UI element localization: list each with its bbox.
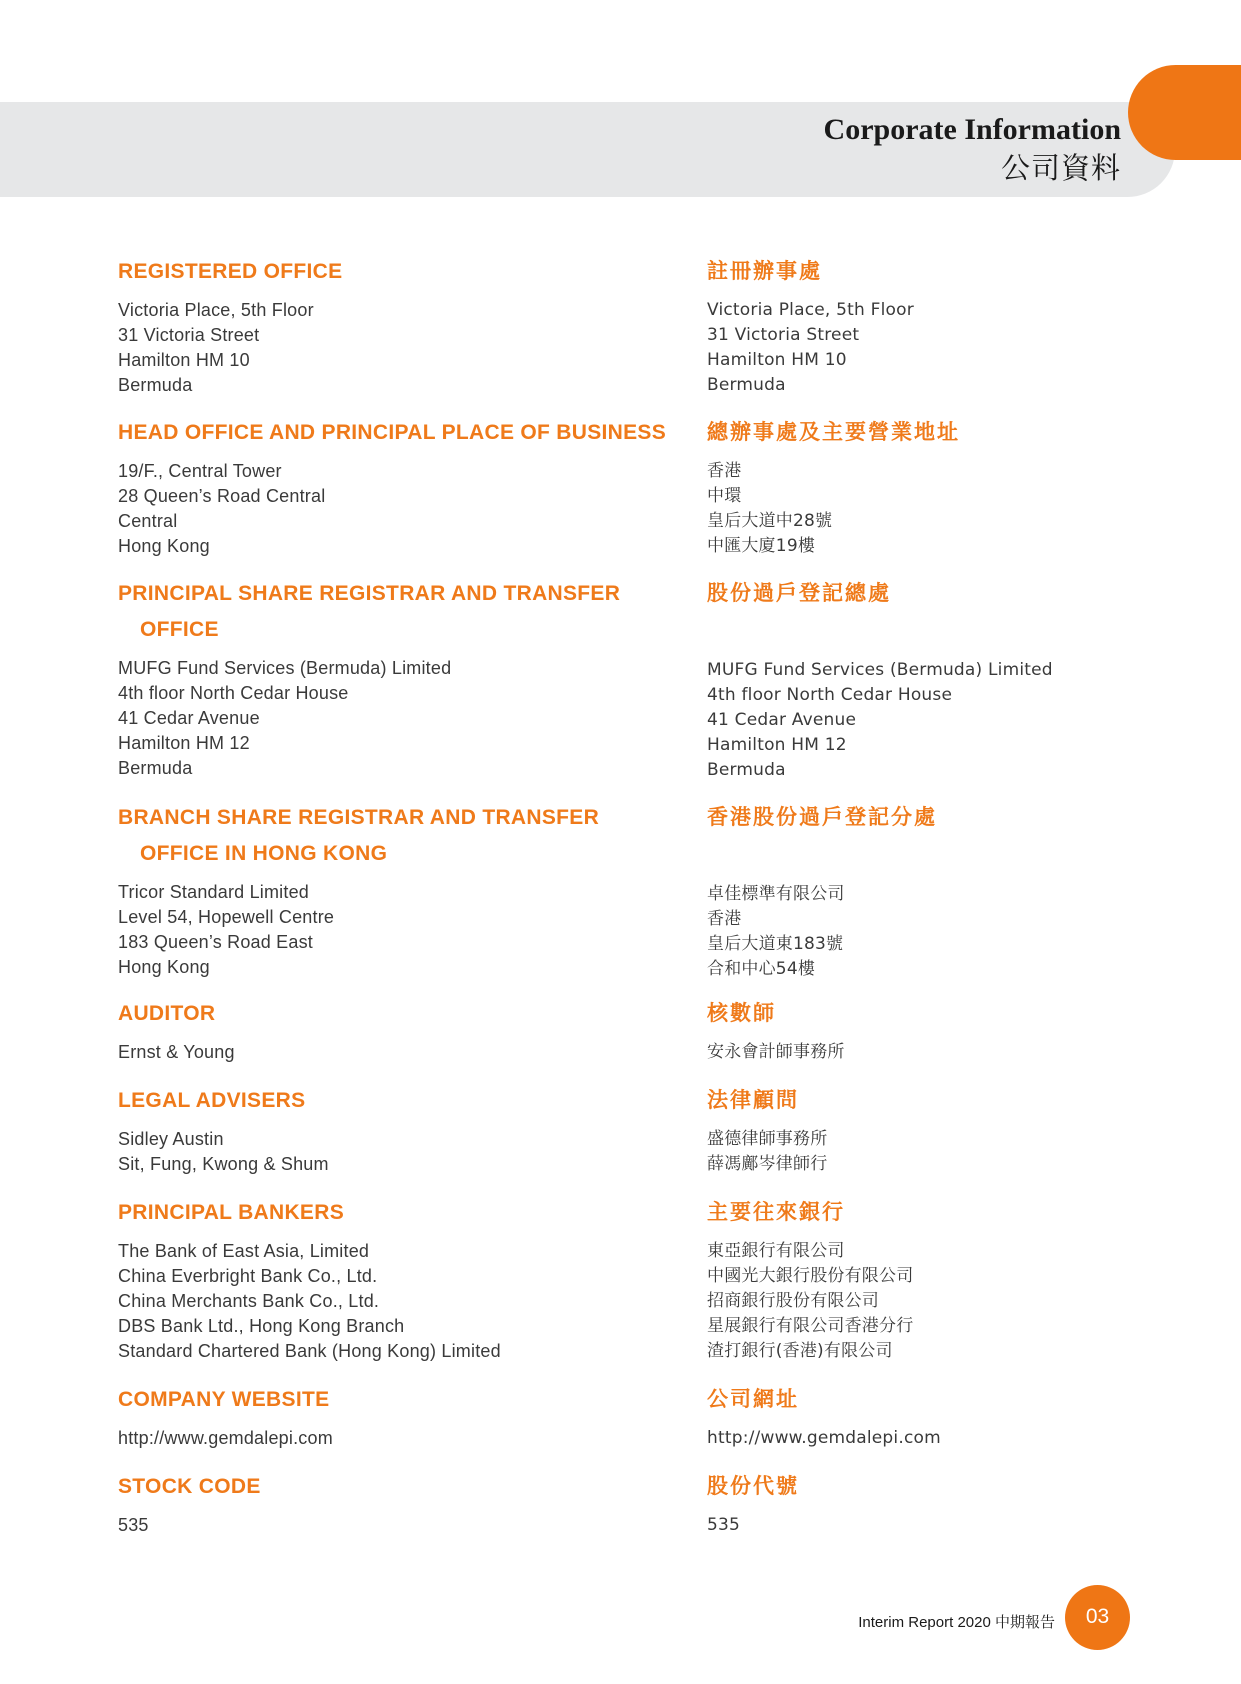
section-line: http://www.gemdalepi.com: [707, 1428, 941, 1448]
section-line: 31 Victoria Street: [707, 325, 860, 345]
section-heading: [707, 576, 1053, 612]
section-line: Central: [118, 511, 178, 531]
section-line: Hamilton HM 10: [118, 350, 250, 370]
section-heading: [118, 1469, 261, 1505]
section-line: Standard Chartered Bank (Hong Kong) Limited: [118, 1341, 501, 1361]
section-heading-continued: OFFICE IN HONG KONG: [140, 842, 388, 865]
section-line: 19/F., Central Tower: [118, 461, 282, 481]
section-body: [118, 880, 599, 980]
section-heading-text: PRINCIPAL BANKERS: [118, 1201, 345, 1224]
section-heading-text: AUDITOR: [118, 1002, 216, 1025]
section-line: Hong Kong: [118, 536, 210, 556]
principal-bankers-section: [118, 1195, 501, 1364]
section-heading: [707, 1195, 913, 1231]
section-line: 535: [707, 1515, 741, 1535]
section-heading: [707, 254, 914, 290]
section-heading-text: LEGAL ADVISERS: [118, 1089, 306, 1112]
section-line: 東亞銀行有限公司: [707, 1241, 845, 1261]
head-office-section: [118, 415, 666, 559]
section-line: 183 Queen’s Road East: [118, 932, 314, 952]
section-heading: [118, 996, 235, 1032]
section-body: [707, 1127, 827, 1177]
section-body: [707, 1040, 845, 1065]
section-line: Victoria Place, 5th Floor: [707, 300, 914, 320]
section-body: [118, 1127, 329, 1177]
principal-bankers-section-zh: [707, 1195, 913, 1364]
section-heading-text: 註冊辦事處: [707, 260, 822, 283]
section-line: China Merchants Bank Co., Ltd.: [118, 1291, 380, 1311]
section-heading-continued: OFFICE: [140, 618, 219, 641]
section-heading: [118, 1382, 333, 1418]
principal-registrar-section-zh: [707, 576, 1053, 783]
section-body: [118, 1426, 333, 1451]
section-line: 中環: [707, 486, 742, 506]
section-line: 盛德律師事務所: [707, 1129, 828, 1149]
section-line: 安永會計師事務所: [707, 1042, 845, 1062]
section-heading-text: 法律顧問: [707, 1089, 799, 1112]
company-website-section: [118, 1382, 333, 1451]
section-body: [118, 459, 666, 559]
section-line: 4th floor North Cedar House: [118, 683, 349, 703]
section-heading: [118, 1083, 329, 1119]
stock-code-section: [118, 1469, 261, 1538]
section-heading-text: COMPANY WEBSITE: [118, 1388, 330, 1411]
principal-registrar-section: [118, 576, 620, 781]
section-line: MUFG Fund Services (Bermuda) Limited: [118, 658, 452, 678]
section-line: 卓佳標準有限公司: [707, 884, 845, 904]
footer-report-title: Interim Report 2020 中期報告: [858, 1614, 1055, 1631]
page-number: 03: [1065, 1585, 1130, 1650]
section-line: China Everbright Bank Co., Ltd.: [118, 1266, 378, 1286]
section-line: 薛馮鄺岑律師行: [707, 1154, 828, 1174]
section-heading-text: REGISTERED OFFICE: [118, 260, 343, 283]
section-line: Hamilton HM 12: [707, 735, 847, 755]
section-heading: [118, 415, 666, 451]
section-line: Hong Kong: [118, 957, 210, 977]
section-line: http://www.gemdalepi.com: [118, 1428, 333, 1448]
section-line: Bermuda: [707, 375, 786, 395]
head-office-section-zh: [707, 415, 960, 559]
section-body: [707, 1426, 941, 1451]
section-line: DBS Bank Ltd., Hong Kong Branch: [118, 1316, 405, 1336]
section-heading: [707, 1382, 941, 1418]
legal-advisers-section-zh: [707, 1083, 827, 1177]
stock-code-section-zh: [707, 1469, 799, 1538]
section-line: Tricor Standard Limited: [118, 882, 310, 902]
section-line: 中匯大廈19樓: [707, 536, 816, 556]
section-body: [707, 882, 937, 982]
registered-office-section: [118, 254, 342, 398]
section-body: [118, 1513, 261, 1538]
legal-advisers-section: [118, 1083, 329, 1177]
section-heading-text: 公司網址: [707, 1388, 799, 1411]
section-line: The Bank of East Asia, Limited: [118, 1241, 370, 1261]
header-accent-tab: [1128, 65, 1241, 160]
page-title-chinese: 公司資料: [1000, 151, 1121, 185]
section-heading-text: PRINCIPAL SHARE REGISTRAR AND TRANSFER: [118, 582, 621, 605]
section-heading: [707, 996, 845, 1032]
section-heading-text: 股份過戶登記總處: [707, 582, 891, 605]
section-heading-text: 主要往來銀行: [707, 1201, 845, 1224]
section-heading: [707, 415, 960, 451]
section-line: Hamilton HM 12: [118, 733, 250, 753]
section-line: 星展銀行有限公司香港分行: [707, 1316, 914, 1336]
section-line: Ernst & Young: [118, 1042, 235, 1062]
section-line: Bermuda: [118, 758, 193, 778]
section-line: Bermuda: [118, 375, 193, 395]
page-title: Corporate Information: [823, 113, 1121, 146]
section-heading: [707, 800, 937, 836]
section-line: 香港: [707, 461, 742, 481]
section-line: 31 Victoria Street: [118, 325, 260, 345]
section-heading-text: 總辦事處及主要營業地址: [707, 421, 960, 444]
section-heading: [118, 1195, 501, 1231]
section-heading: [707, 1083, 827, 1119]
section-heading: [118, 254, 342, 290]
section-heading-text: STOCK CODE: [118, 1475, 261, 1498]
section-heading-text: 香港股份過戶登記分處: [707, 806, 937, 829]
auditor-section: [118, 996, 235, 1065]
section-heading-text: BRANCH SHARE REGISTRAR AND TRANSFER: [118, 806, 600, 829]
section-heading-text: 核數師: [707, 1002, 776, 1025]
section-line: Hamilton HM 10: [707, 350, 847, 370]
section-line: 合和中心54樓: [707, 959, 816, 979]
section-line: Victoria Place, 5th Floor: [118, 300, 314, 320]
section-line: Level 54, Hopewell Centre: [118, 907, 335, 927]
section-body: [118, 656, 620, 781]
section-line: Sidley Austin: [118, 1129, 224, 1149]
section-heading-text: HEAD OFFICE AND PRINCIPAL PLACE OF BUSINESS: [118, 421, 667, 444]
section-line: 41 Cedar Avenue: [707, 710, 857, 730]
section-heading-text: 股份代號: [707, 1475, 799, 1498]
section-line: 28 Queen’s Road Central: [118, 486, 326, 506]
section-line: MUFG Fund Services (Bermuda) Limited: [707, 660, 1053, 680]
company-website-section-zh: [707, 1382, 941, 1451]
section-body: [118, 298, 342, 398]
section-body: [118, 1239, 501, 1364]
section-line: 41 Cedar Avenue: [118, 708, 260, 728]
section-heading: [118, 576, 620, 648]
section-body: [707, 1513, 799, 1538]
section-line: 4th floor North Cedar House: [707, 685, 953, 705]
section-body: [707, 459, 960, 559]
branch-registrar-section-zh: [707, 800, 937, 982]
section-line: 535: [118, 1515, 149, 1535]
registered-office-section-zh: [707, 254, 914, 398]
section-heading: [707, 1469, 799, 1505]
auditor-section-zh: [707, 996, 845, 1065]
section-heading: [118, 800, 599, 872]
branch-registrar-section: [118, 800, 599, 980]
section-body: [707, 298, 914, 398]
section-body: [707, 658, 1053, 783]
section-body: [118, 1040, 235, 1065]
section-line: Sit, Fung, Kwong & Shum: [118, 1154, 329, 1174]
section-line: 渣打銀行(香港)有限公司: [707, 1341, 893, 1361]
section-line: Bermuda: [707, 760, 786, 780]
section-line: 皇后大道中28號: [707, 511, 833, 531]
section-body: [707, 1239, 913, 1364]
section-line: 招商銀行股份有限公司: [707, 1291, 879, 1311]
section-line: 皇后大道東183號: [707, 934, 844, 954]
section-line: 中國光大銀行股份有限公司: [707, 1266, 914, 1286]
section-line: 香港: [707, 909, 742, 929]
